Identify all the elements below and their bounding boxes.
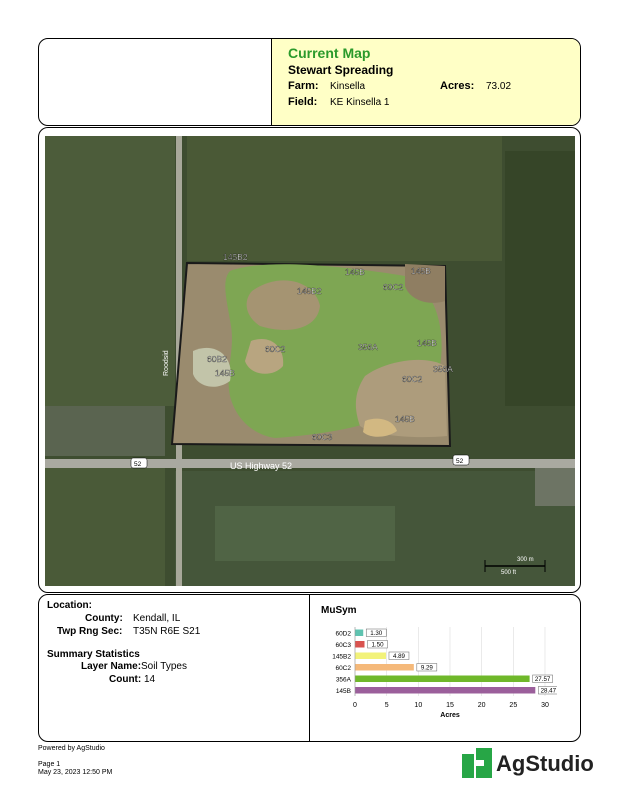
field-sw (45, 466, 165, 586)
print-date: May 23, 2023 12:50 PM (38, 769, 113, 776)
header-info (271, 39, 580, 125)
acres-label: Acres: (440, 80, 475, 92)
x-tick-label: 25 (509, 702, 518, 709)
layer-value: Soil Types (141, 661, 187, 672)
stats-heading: Summary Statistics (47, 649, 140, 660)
value-label: 27.57 (534, 676, 551, 684)
count-value: 14 (144, 674, 156, 685)
map-panel (38, 127, 581, 593)
agstudio-logo (462, 746, 594, 780)
bar (355, 630, 363, 637)
bar (355, 641, 365, 648)
x-tick-label: 15 (446, 702, 454, 709)
x-tick-label: 10 (414, 702, 423, 709)
musym-bar-chart (317, 621, 557, 741)
y-category-label: 60D2 (335, 630, 351, 638)
highway-label: US Highway 52 (230, 461, 293, 471)
soil-label: 145B (411, 266, 431, 276)
x-tick-label: 0 (353, 702, 357, 709)
soil-label: 60C2 (383, 282, 404, 292)
bar (355, 676, 530, 683)
page-title: Current Map (288, 45, 371, 61)
farm-value: Kinsella (330, 81, 366, 92)
soil-label: 356A (433, 364, 453, 374)
x-tick-label: 5 (384, 702, 389, 709)
soil-label: 145B2 (223, 252, 248, 262)
x-axis-label: Acres (440, 712, 460, 719)
location-heading: Location: (47, 600, 92, 611)
highway-shield-text: 52 (134, 461, 142, 468)
soil-label: 145B (215, 368, 235, 378)
powered-by: Powered by AgStudio (38, 745, 105, 752)
soil-label: 60C2 (265, 344, 286, 354)
logo-text: AgStudio (496, 751, 594, 776)
twp-label: Twp Rng Sec: (57, 626, 123, 637)
farm-label: Farm: (288, 80, 319, 92)
field-south-inner (215, 506, 395, 561)
soil-label: 145B (345, 267, 365, 277)
map-canvas (45, 136, 575, 586)
y-category-label: 145B (335, 687, 351, 695)
field-east (505, 151, 575, 406)
soil-label: 60C2 (402, 374, 423, 384)
county-value: Kendall, IL (133, 613, 181, 624)
field-label: Field: (288, 96, 318, 108)
panel-divider (309, 595, 310, 741)
soil-label: 145B2 (297, 286, 322, 296)
value-label: 1.50 (371, 641, 384, 649)
value-label: 4.89 (392, 653, 405, 661)
value-label: 28.47 (540, 687, 557, 695)
field-value: KE Kinsella 1 (330, 97, 390, 108)
aerial-map[interactable] (45, 136, 575, 586)
field-north (187, 136, 502, 261)
bar (355, 664, 414, 671)
farmstead-east (535, 466, 575, 506)
summary-panel (38, 594, 581, 742)
soil-label: 356A (358, 342, 378, 352)
soil-label: 145B (395, 414, 415, 424)
soil-label: 60B2 (207, 354, 227, 364)
county-label: County: (85, 613, 123, 624)
twp-value: T35N R6E S21 (133, 626, 201, 637)
count-label: Count: (109, 674, 142, 685)
value-label: 1.30 (370, 630, 383, 638)
y-category-label: 145B2 (332, 653, 351, 661)
layer-label: Layer Name: (81, 661, 142, 672)
value-label: 9.29 (420, 664, 433, 672)
company-name: Stewart Spreading (288, 63, 394, 77)
scale-bottom-label: 500 ft (501, 570, 517, 576)
header-panel (38, 38, 581, 126)
x-tick-label: 30 (541, 702, 549, 709)
soil-label: 145B (417, 338, 437, 348)
road-label: Roodsid (163, 350, 170, 376)
acres-value: 73.02 (486, 81, 512, 92)
y-category-label: 60C2 (335, 664, 351, 672)
highway-shield-text: 52 (456, 458, 464, 465)
page-number: Page 1 (38, 761, 61, 768)
us-highway (45, 459, 575, 468)
x-tick-label: 20 (477, 702, 486, 709)
y-category-label: 356A (335, 676, 351, 684)
logo-mark-icon (462, 748, 492, 778)
bar (355, 653, 386, 660)
farmstead-area (45, 406, 165, 456)
y-category-label: 60C3 (335, 641, 351, 649)
scale-top-label: 300 m (517, 557, 534, 563)
bar (355, 687, 535, 694)
field-nw (45, 136, 175, 406)
chart-title: MuSym (321, 605, 357, 616)
soil-label: 60C3 (312, 432, 333, 442)
